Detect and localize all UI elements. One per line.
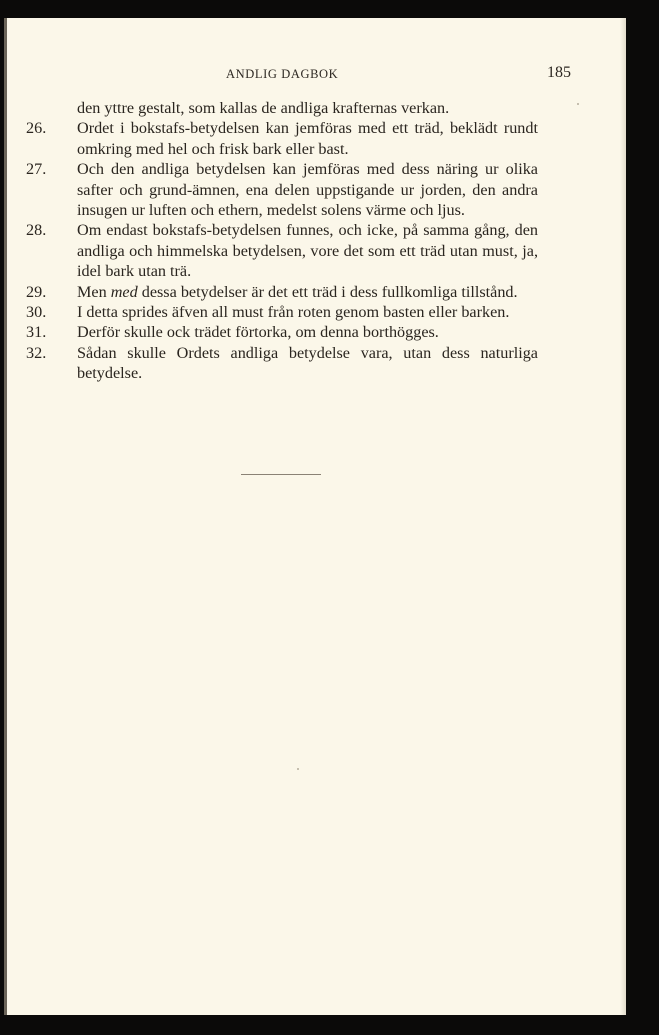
- paragraph-number: 31.: [26, 323, 47, 342]
- paragraph-text: Derför skulle ock trädet förtorka, om denna borthögges.: [77, 323, 439, 342]
- page-sheet: [4, 18, 626, 1015]
- body-text: [26, 98, 538, 384]
- paragraph-number: 30.: [26, 303, 47, 322]
- paragraph-text: Om endast bokstafs-betydelsen funnes, och icke, på samma gång, den andliga och himmelska betydelsen, vore det som ett träd utan must, ja, idel bark utan trä.: [77, 221, 538, 281]
- paragraph-27: [26, 159, 538, 220]
- paragraph-31: [26, 322, 538, 342]
- paragraph-26: [26, 118, 538, 159]
- paragraph-32: [26, 343, 538, 384]
- paragraph-text: den yttre gestalt, som kallas de andliga krafternas verkan.: [77, 99, 450, 117]
- paragraph-number: 29.: [26, 282, 47, 301]
- paragraph-text: Ordet i bokstafs-betydelsen kan jemföras med ett träd, beklädt rundt omkring med hel och frisk bark eller bast.: [77, 119, 538, 158]
- paragraph-30: [26, 302, 538, 322]
- paragraph-text-after: dessa betydelser är det ett träd i dess fullkomliga tillstånd.: [137, 282, 518, 301]
- page-number: 185: [547, 64, 571, 81]
- paragraph-number: 26.: [26, 119, 47, 138]
- paragraph-28: [26, 220, 538, 281]
- paragraph-text: I detta sprides äfven all must från roten genom basten eller barken.: [77, 303, 510, 322]
- paragraph-text-italic: med: [110, 282, 138, 301]
- paragraph-29: [26, 282, 538, 302]
- paragraph-continuation: [26, 98, 538, 118]
- paper-speck: [577, 103, 579, 105]
- paragraph-number: 28.: [26, 221, 47, 240]
- paragraph-text-before: Men: [77, 282, 111, 301]
- running-title: ANDLIG DAGBOK: [226, 67, 339, 81]
- paper-speck: [297, 768, 299, 770]
- paragraph-text: Och den andliga betydelsen kan jemföras med dess näring ur olika safter och grund-ämnen, ena delen uppstigande ur jorden, den andra insugen ur luften och ethern, medelst solens värme och ljus.: [77, 160, 538, 220]
- paragraph-number: 32.: [26, 343, 47, 362]
- paragraph-number: 27.: [26, 160, 47, 179]
- section-end-rule: [241, 474, 321, 475]
- paragraph-text: Sådan skulle Ordets andliga betydelse vara, utan dess naturliga betydelse.: [77, 343, 538, 383]
